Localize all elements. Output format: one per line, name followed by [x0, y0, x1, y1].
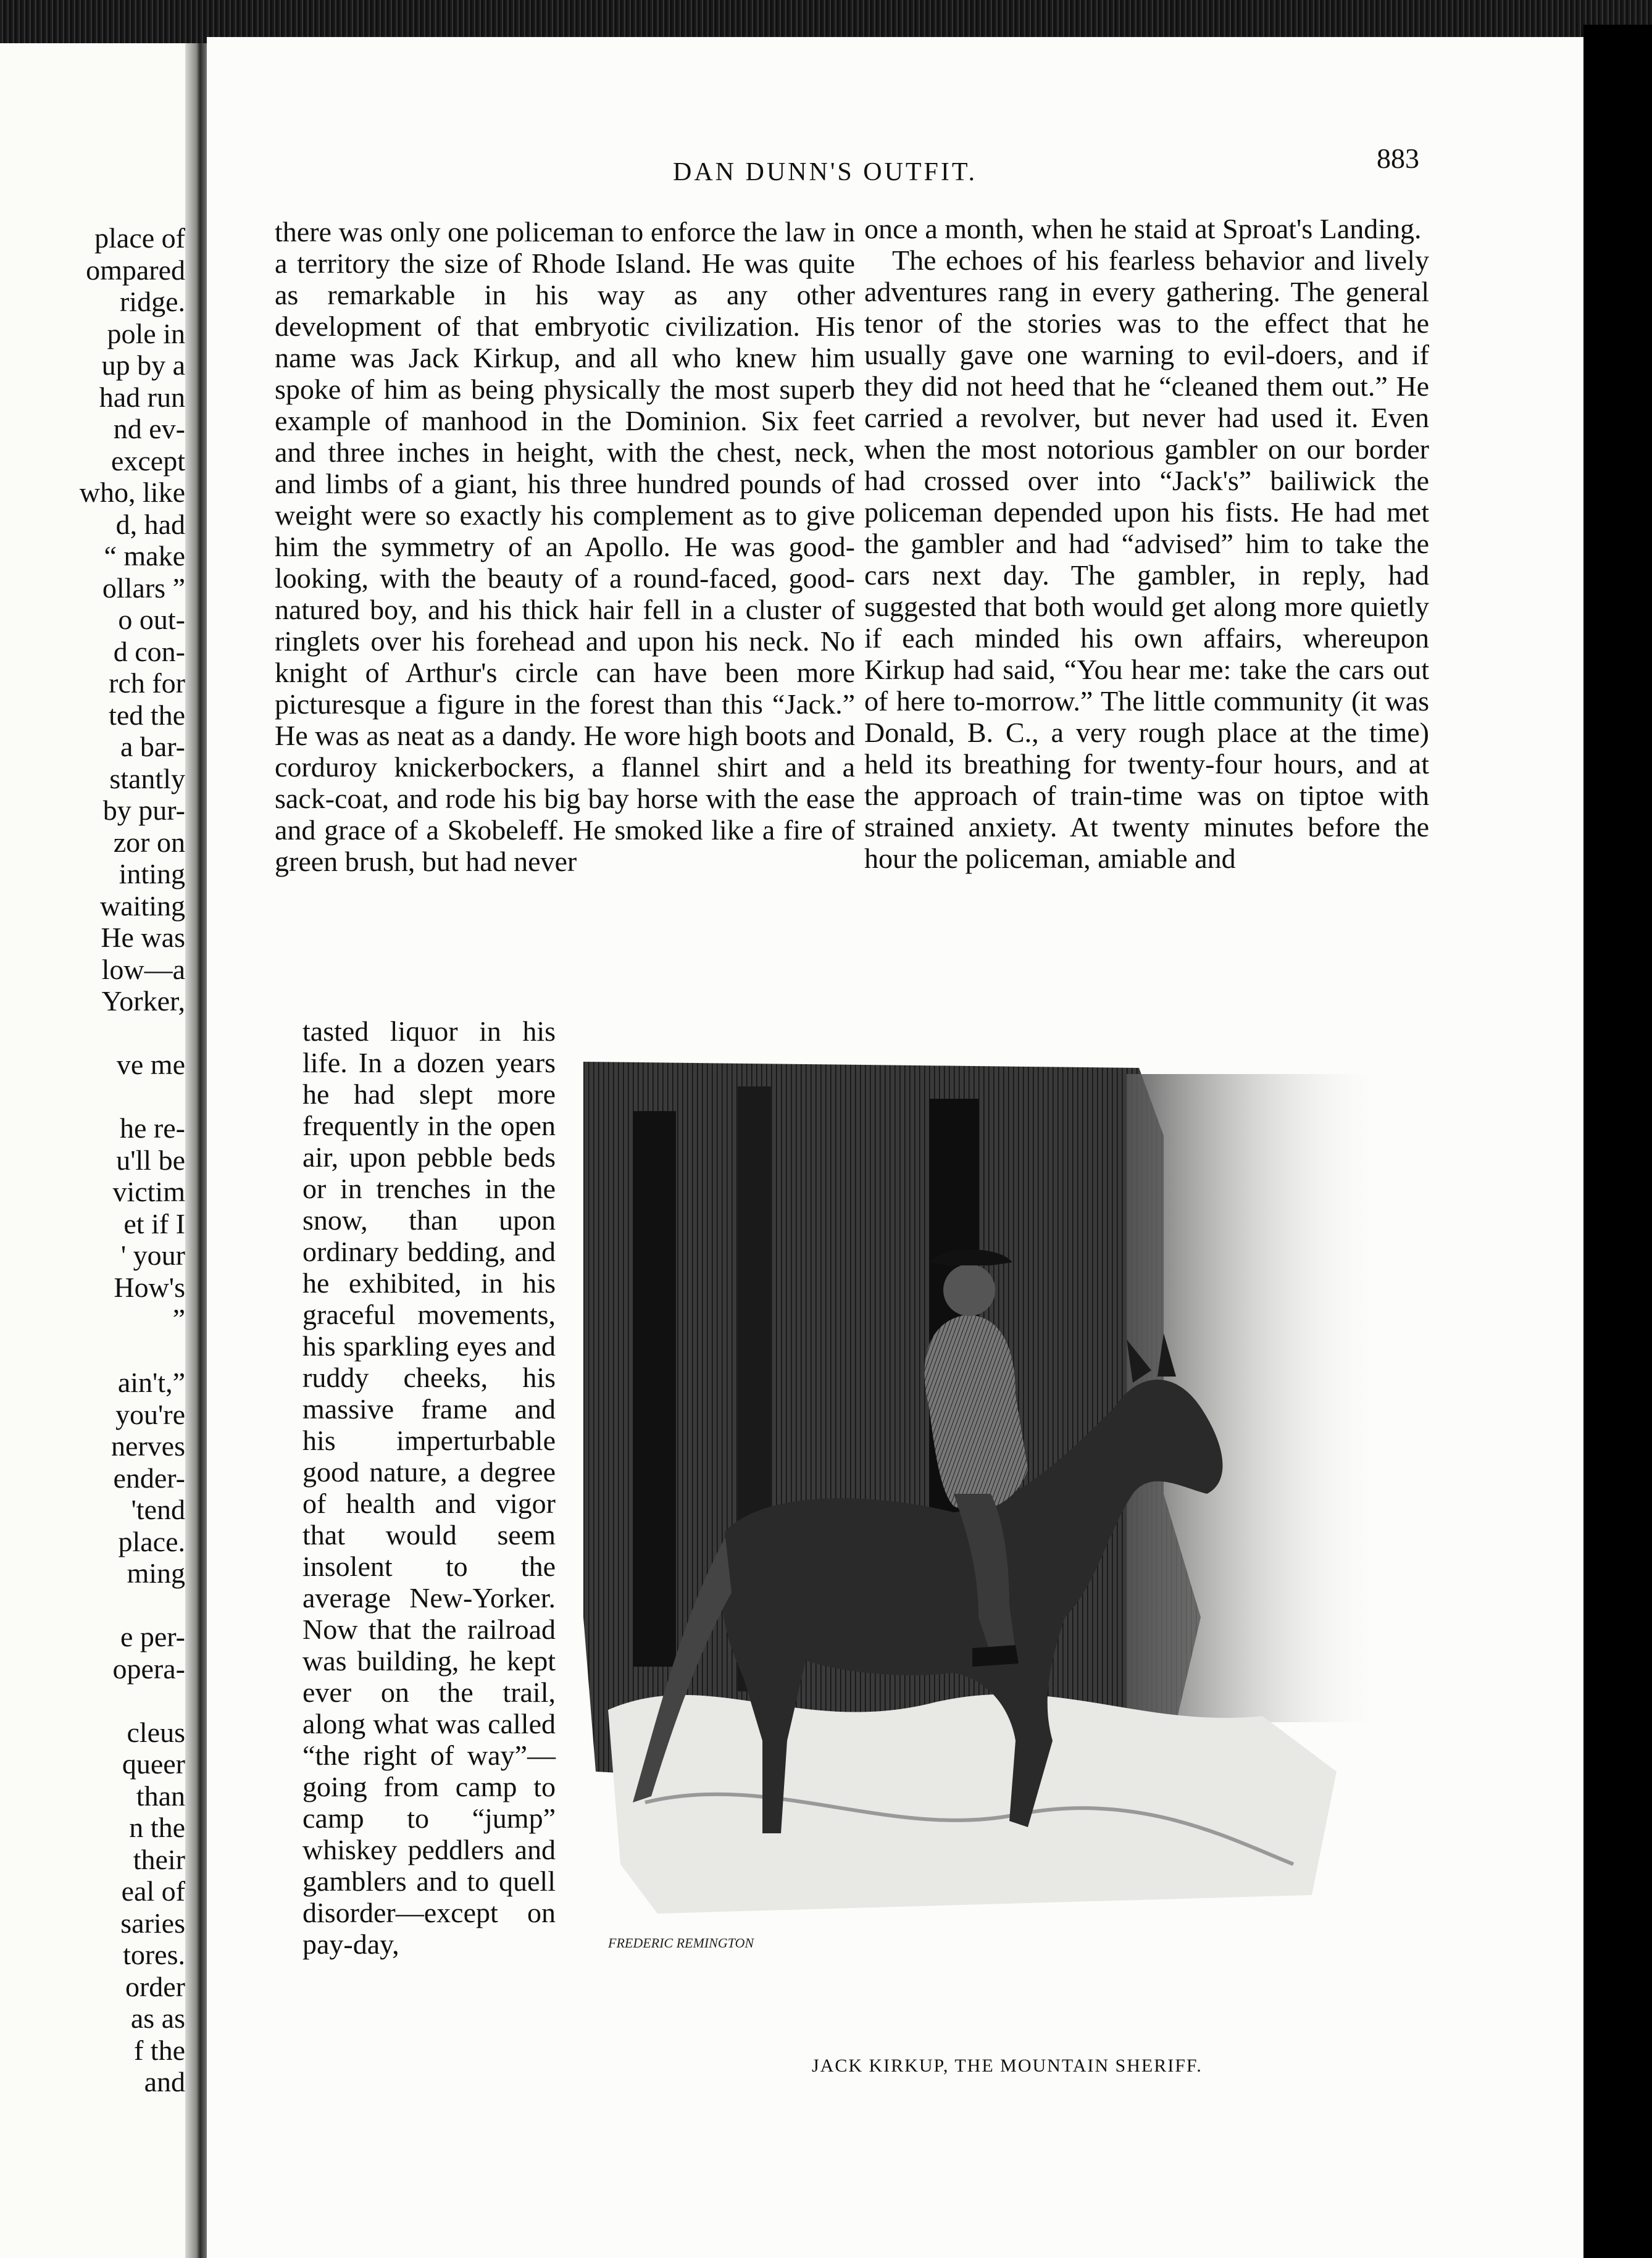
- left-page-line: He was: [101, 922, 185, 953]
- left-page-line: inting: [119, 858, 185, 889]
- left-page-line: [0, 1017, 185, 1049]
- left-page-line: ridge.: [119, 286, 185, 317]
- left-page-line: stantly: [109, 762, 185, 794]
- left-page-line: ”: [172, 1303, 185, 1335]
- left-page-line: e per-: [120, 1621, 185, 1652]
- left-page-line: place.: [118, 1525, 185, 1557]
- left-page-line: except: [111, 444, 185, 477]
- left-page-line: et if I: [123, 1207, 185, 1239]
- column-2-paragraph-2: The echoes of his fearless behavior and lively adventures rang in every gathering. The general tenor of the stories was to the effect that he usually gave one warning to evil-doers, and if they did not heed that he “cleaned them out.” He carried a revolver, but never had used it. Even when the most notorious gambler on our border had crossed over into “Jack's” bailiwick the policeman depended upon his fists. He had met the gambler and had “advised” him to take the cars next day. The gambler, in reply, had suggested that both would get along more quietly if each minded his own affairs, whereupon Kirkup had said, “You hear me: take the cars out of here to-morrow.” The little community (it was Donald, B. C., a very rough place at the time) held its breathing for twenty-four hours, and at the approach of train-time was on tiptoe with strained anxiety. At twenty minutes before the hour the policeman, amiable and: [864, 244, 1429, 874]
- left-page-line: [0, 1589, 185, 1622]
- column-1-narrow-paragraph: tasted liquor in his life. In a dozen years he had slept more frequently in the open air, upon pebble beds or in trenches in the snow, than upon ordinary bedding, and he exhibited, in his graceful movements, his sparkling eyes and ruddy cheeks, his massive frame and his imperturbable good nature, a degree of health and vigor that would seem insolent to the average New-Yorker. Now that the railroad was building, he kept ever on the trail, along what was called “the right of way”—going from camp to camp to “jump” whiskey peddlers and gamblers and to quell disorder—except on pay-day,: [302, 1015, 556, 1960]
- left-page-line: up by a: [101, 349, 185, 381]
- left-page-line: nerves: [111, 1430, 185, 1462]
- left-page-line: place of: [94, 222, 185, 254]
- left-page-line: order: [125, 1970, 185, 2002]
- snowy-ground: [608, 1694, 1337, 1914]
- illustration-horseman: [583, 1062, 1460, 1957]
- book-gutter: [185, 43, 210, 2258]
- left-page-line: How's: [114, 1271, 185, 1303]
- artist-signature: FREDERIC REMINGTON: [608, 1935, 754, 1951]
- left-page-line: rch for: [109, 667, 185, 699]
- left-page-line: had run: [99, 381, 185, 413]
- left-page-line: nd ev-: [113, 413, 185, 444]
- left-page-line: ve me: [116, 1049, 185, 1080]
- left-page-line: [0, 1335, 185, 1367]
- left-page-line: “ make: [104, 540, 185, 572]
- left-page-line: queer: [122, 1748, 185, 1780]
- left-page-line: n the: [129, 1812, 185, 1843]
- left-page-line: 'tend: [131, 1494, 185, 1525]
- illustration-caption: JACK KIRKUP, THE MOUNTAIN SHERIFF.: [812, 2056, 1203, 2076]
- left-page-line: a bar-: [120, 731, 185, 762]
- left-page-line: [0, 1685, 185, 1717]
- article-column-2: [864, 213, 1429, 874]
- left-page-line: cleus: [127, 1716, 185, 1748]
- left-page-line: eal of: [121, 1875, 185, 1907]
- left-page-text-fragments: [0, 222, 185, 2098]
- left-page-line: their: [133, 1843, 185, 1875]
- left-page-line: saries: [120, 1907, 185, 1939]
- article-column-1-narrow: [302, 1015, 556, 1960]
- left-page-line: who, like: [79, 477, 185, 508]
- left-page-line: victim: [112, 1176, 185, 1207]
- left-page-line: ollars ”: [102, 572, 185, 604]
- left-page-line: [0, 1081, 185, 1113]
- left-page-line: d con-: [113, 635, 185, 667]
- left-page-line: zor on: [113, 826, 185, 858]
- left-page-line: Yorker,: [101, 985, 185, 1017]
- left-page-line: pole in: [107, 317, 185, 349]
- left-page-line: u'll be: [116, 1144, 185, 1176]
- right-page-edge: [1583, 25, 1652, 2258]
- left-page-line: f the: [133, 2034, 185, 2066]
- left-page-line: o out-: [118, 604, 185, 635]
- left-page-line: he re-: [120, 1112, 185, 1144]
- left-page-line: waiting: [100, 889, 185, 922]
- rider-boot: [972, 1645, 1019, 1667]
- page-number: 883: [1377, 143, 1419, 174]
- rider-head: [943, 1264, 995, 1316]
- running-head: DAN DUNN'S OUTFIT.: [673, 158, 977, 186]
- left-page-line: ming: [127, 1557, 185, 1589]
- left-page-line: and: [144, 2066, 185, 2098]
- left-page-line: d, had: [115, 508, 185, 540]
- left-page-line: by pur-: [102, 794, 185, 826]
- article-column-1: [275, 216, 855, 877]
- left-page-line: low—a: [101, 953, 185, 985]
- left-page-line: ain't,”: [117, 1367, 185, 1398]
- left-page-line: opera-: [112, 1652, 185, 1685]
- left-page-line: ' your: [120, 1239, 185, 1271]
- column-2-paragraph-1: once a month, when he staid at Sproat's Landing.: [864, 213, 1422, 244]
- column-1-paragraph: there was only one policeman to enforce the law in a territory the size of Rhode Island. He was quite as remarkable in his way as any other development of that embryotic civilization. His name was Jack Kirkup, and all who knew him spoke of him as being physically the most superb example of manhood in the Dominion. Six feet and three inches in height, with the chest, neck, and limbs of a giant, his three hundred pounds of weight were so exactly his complement as to give him the symmetry of an Apollo. He was good-looking, with the beauty of a round-faced, good-natured boy, and his thick hair fell in a cluster of ringlets over his forehead and upon his neck. No knight of Arthur's circle can have been more picturesque a figure in the forest than this “Jack.” He was as neat as a dandy. He wore high boots and corduroy knickerbockers, a flannel shirt and a sack-coat, and rode his big bay horse with the ease and grace of a Skobeleff. He smoked like a fire of green brush, but had never: [275, 216, 855, 877]
- left-page-line: tores.: [123, 1939, 185, 1970]
- left-page-line: than: [136, 1780, 185, 1812]
- left-page-line: ompared: [86, 254, 185, 286]
- left-page-line: you're: [115, 1398, 185, 1430]
- left-page-line: ted the: [109, 699, 185, 731]
- left-page: [0, 43, 194, 2258]
- left-page-line: as as: [130, 2002, 185, 2034]
- left-page-line: ender-: [113, 1462, 185, 1494]
- tree-trunk: [633, 1111, 676, 1667]
